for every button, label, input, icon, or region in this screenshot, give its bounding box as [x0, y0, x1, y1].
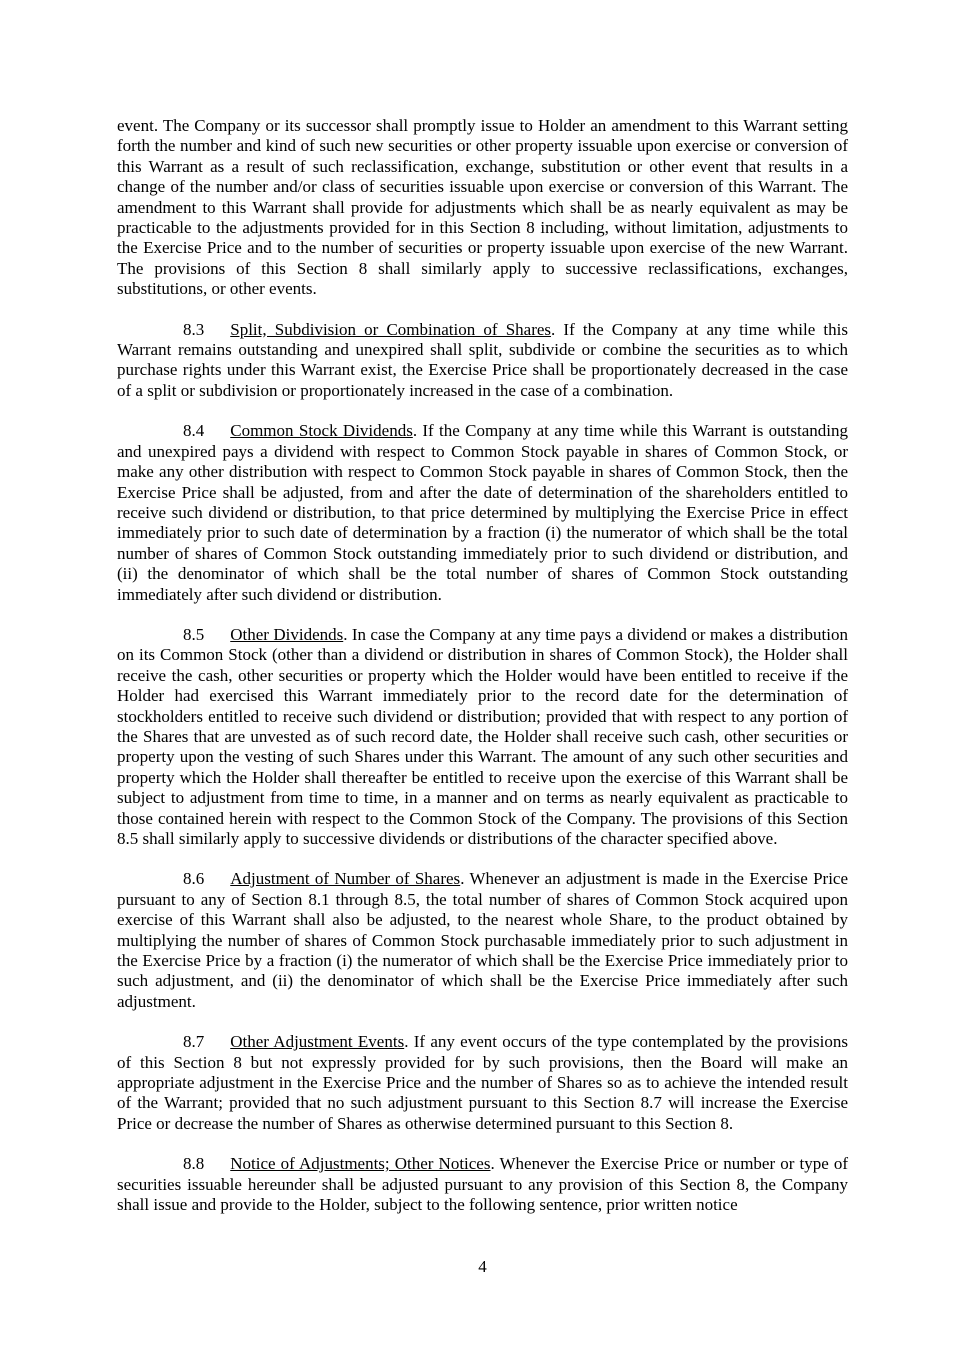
section-body: . If the Company at any time while this Warrant is outstanding and unexpired pays a dividend with respect to Common Stock payable in shares of Common Stock, or make any other distribution with respect to Common Stock payable in shares of Common Stock, then the Exercise Price shall be adjusted, from and after the date of determination of the shareholders entitled to receive such dividend or distribution, to that price determined by multiplying the Exercise Price in effect immediately prior to such date of determination by a fraction (i) the numerator of which shall be the total number of shares of Common Stock outstanding immediately prior to such dividend or distribution, and (ii) the denominator of which shall be the total number of shares of Common Stock outstanding immediately after such dividend or distribution. [117, 421, 848, 604]
page-number: 4 [478, 1256, 487, 1276]
section-heading: Notice of Adjustments; Other Notices [230, 1154, 491, 1174]
section-body: . Whenever an adjustment is made in the Exercise Price pursuant to any of Section 8.1 through 8.5, the total number of shares of Common Stock acquired upon exercise of this Warrant shall also be adjusted, to the nearest whole Share, to the product obtained by multiplying the number of shares of Common Stock purchasable immediately prior to such adjustment in the Exercise Price by a fraction (i) the numerator of which shall be the Exercise Price immediately prior to such adjustment, and (ii) the denominator of which shall be the Exercise Price immediately after such adjustment. [117, 869, 849, 1011]
section-8-4 [117, 421, 848, 605]
section-body: . Whenever the Exercise Price or number or type of securities issuable hereunder shall be adjusted pursuant to any provision of this Section 8, the Company shall issue and provide to the Holder, subject to the following sentence, prior written notice [117, 1154, 848, 1215]
paragraph-continuation [117, 116, 848, 300]
section-number: 8.3 [183, 319, 205, 339]
section-8-7 [117, 1032, 848, 1134]
section-body: . In case the Company at any time pays a dividend or makes a distribution on its Common Stock (other than a dividend or distribution in shares of Common Stock), the Holder shall receive the cash, other securities or property which the Holder would have been entitled to receive if the Holder had exercised this Warrant immediately prior to the record date for the determination of stockholders entitled to receive such dividend or distribution; provided that with respect to any portion of the Shares that are unvested as of such record date, the Holder shall receive such cash, other securities or property upon the vesting of such Shares under this Warrant. The amount of any such other securities and property which the Holder shall thereafter be entitled to receive upon the exercise of this Warrant shall be subject to adjustment from time to time, in a manner and on terms as nearly equivalent as practicable to those contained herein with respect to the Common Stock of the Company. The provisions of this Section 8.5 shall similarly apply to successive dividends or distributions of the character specified above. [117, 624, 848, 848]
section-heading: Split, Subdivision or Combination of Shares [230, 319, 552, 339]
section-heading: Common Stock Dividends [230, 421, 413, 441]
section-number: 8.8 [183, 1154, 205, 1174]
section-body: . If any event occurs of the type contemplated by the provisions of this Section 8 but not expressly provided for by such provisions, then the Board will make an appropriate adjustment in the Exercise Price and the number of Shares so as to achieve the intended result of the Warrant; provided that no such adjustment pursuant to this Section 8.7 will increase the Exercise Price or decrease the number of Shares as otherwise determined pursuant to this Section 8. [117, 1032, 848, 1133]
section-number: 8.6 [183, 869, 205, 889]
section-8-5 [117, 625, 848, 849]
section-8-6 [117, 869, 848, 1012]
section-8-3 [117, 320, 848, 402]
section-heading: Adjustment of Number of Shares [230, 869, 461, 889]
document-body [117, 116, 848, 1236]
section-heading: Other Dividends [230, 624, 344, 644]
paragraph-text: event. The Company or its successor shall promptly issue to Holder an amendment to this Warrant setting forth the number and kind of such new securities or other property issuable upon exercise or conversion of this Warrant as a result of such reclassification, exchange, substitution or other event that results in a change of the number and/or class of securities issuable upon exercise or conversion of this Warrant. The amendment to this Warrant shall provide for adjustments which shall be as nearly equivalent as may be practicable to the adjustments provided for in this Section 8 including, without limitation, adjustments to the Exercise Price and to the number of securities or property issuable upon exercise of the new Warrant. The provisions of this Section 8 shall similarly apply to successive reclassifications, exchanges, substitutions, or other events. [117, 116, 848, 299]
section-number: 8.5 [183, 624, 205, 644]
section-body: . If the Company at any time while this Warrant remains outstanding and unexpired shall split, subdivide or combine the securities as to which purchase rights under this Warrant exist, the Exercise Price shall be proportionately decreased in the case of a split or subdivision or proportionately increased in the case of a combination. [117, 319, 848, 400]
section-heading: Other Adjustment Events [230, 1032, 405, 1052]
section-number: 8.4 [183, 421, 205, 441]
section-8-8 [117, 1154, 848, 1215]
section-number: 8.7 [183, 1032, 205, 1052]
